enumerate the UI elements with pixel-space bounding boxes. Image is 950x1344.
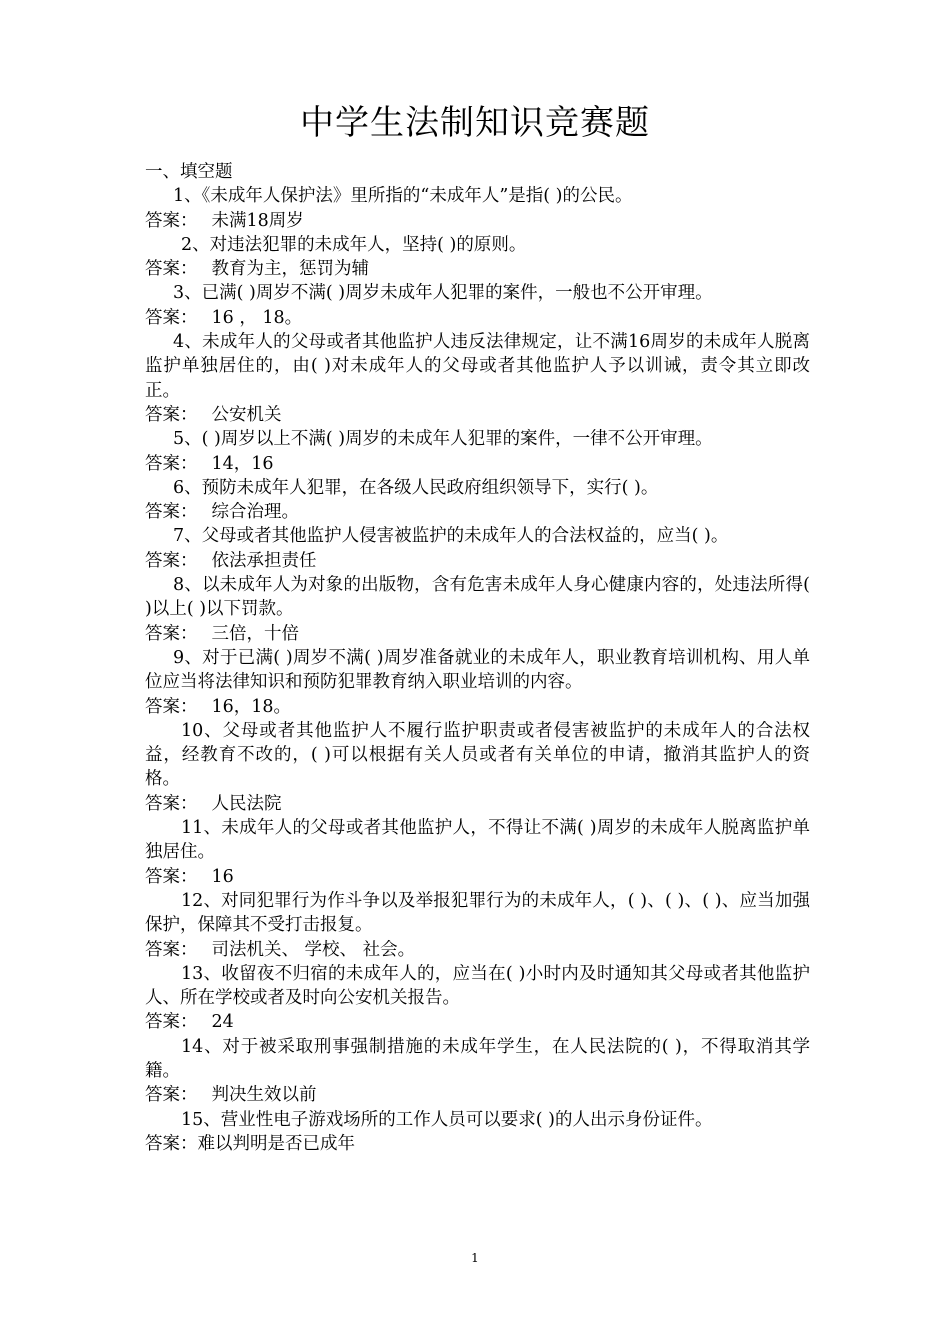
answer-9 (145, 695, 810, 719)
answer-3 (145, 306, 810, 330)
question-8: 8、以未成年人为对象的出版物，含有危害未成年人身心健康内容的，处违法所得( )以上( )以下罚款。 (145, 575, 810, 620)
section-heading: 一、填空题 (145, 162, 233, 182)
question-9: 9、对于已满( )周岁不满( )周岁准备就业的未成年人，职业教育培训机构、用人单位应当将法律知识和预防犯罪教育纳入职业培训的内容。 (145, 647, 810, 693)
answer-label: 答案： (145, 307, 198, 328)
question-15: 15、营业性电子游戏场所的工作人员可以要求( )的人出示身份证件。 (181, 1109, 713, 1130)
answer-label: 答案： (145, 696, 198, 717)
answer-6 (145, 500, 810, 524)
answer-label: 答案： (145, 453, 198, 474)
answer-value: 14，16 (211, 453, 274, 474)
answer-label: 答案： (145, 1133, 198, 1154)
answer-value: 24 (211, 1012, 234, 1033)
answer-1 (145, 209, 810, 233)
answer-value: 难以判明是否已成年 (197, 1133, 355, 1154)
answer-12 (145, 938, 810, 962)
answer-value: 综合治理。 (211, 502, 299, 523)
question-3: 3、已满( )周岁不满( )周岁未成年人犯罪的案件，一般也不公开审理。 (173, 283, 713, 304)
answer-label: 答案： (145, 623, 198, 644)
question-2: 2、对违法犯罪的未成年人，坚持( )的原则。 (181, 234, 527, 255)
answer-15 (145, 1132, 810, 1156)
answer-13 (145, 1010, 810, 1034)
answer-label: 答案： (145, 793, 198, 814)
answer-label: 答案： (145, 939, 198, 960)
question-12: 12、对同犯罪行为作斗争以及举报犯罪行为的未成年人，( )、( )、( )、应当加强保护，保障其不受打击报复。 (145, 890, 810, 936)
question-1: 1、《未成年人保护法》里所指的“未成年人”是指( )的公民。 (173, 186, 633, 207)
page-title: 中学生法制知识竞赛题 (300, 103, 650, 143)
answer-2 (145, 257, 810, 281)
question-7: 7、父母或者其他监护人侵害被监护的未成年人的合法权益的，应当( )。 (173, 526, 729, 547)
answer-14 (145, 1083, 810, 1107)
answer-label: 答案： (145, 1012, 198, 1033)
answer-label: 答案： (145, 550, 198, 571)
page-number: 1 (471, 1251, 479, 1265)
question-6: 6、预防未成年人犯罪，在各级人民政府组织领导下，实行( )。 (173, 477, 659, 498)
answer-label: 答案： (145, 866, 198, 887)
answer-11 (145, 865, 810, 889)
question-4: 4、未成年人的父母或者其他监护人违反法律规定，让不满16周岁的未成年人脱离监护单独居住的，由( )对未成年人的父母或者其他监护人予以训诫，责令其立即改正。 (145, 332, 810, 401)
answer-value: 未满18周岁 (211, 210, 304, 231)
answer-label: 答案： (145, 1085, 198, 1106)
answer-8 (145, 622, 810, 646)
answer-value: 人民法院 (211, 793, 282, 814)
document-body (145, 160, 810, 1156)
answer-value: 16，18。 (211, 696, 292, 717)
answer-7 (145, 549, 810, 573)
question-11: 11、未成年人的父母或者其他监护人，不得让不满( )周岁的未成年人脱离监护单独居住。 (145, 818, 810, 863)
answer-value: 判决生效以前 (211, 1085, 317, 1106)
answer-label: 答案： (145, 502, 198, 523)
answer-value: 教育为主，惩罚为辅 (211, 259, 369, 280)
answer-value: 依法承担责任 (211, 550, 317, 571)
answer-value: 司法机关、 学校、 社会。 (211, 939, 416, 960)
question-10: 10、父母或者其他监护人不履行监护职责或者侵害被监护的未成年人的合法权益，经教育不改的，( )可以根据有关人员或者有关单位的申请，撤消其监护人的资格。 (145, 720, 810, 790)
answer-10 (145, 792, 810, 816)
question-14: 14、对于被采取刑事强制措施的未成年学生，在人民法院的( )，不得取消其学籍。 (145, 1036, 810, 1081)
answer-value: 公安机关 (211, 404, 282, 425)
answer-value: 16 ， 18。 (211, 307, 303, 328)
answer-4 (145, 403, 810, 427)
answer-value: 16 (211, 866, 234, 887)
answer-label: 答案： (145, 210, 198, 231)
answer-label: 答案： (145, 404, 198, 425)
answer-label: 答案： (145, 259, 198, 280)
question-5: 5、( )周岁以上不满( )周岁的未成年人犯罪的案件，一律不公开审理。 (173, 429, 713, 450)
answer-value: 三倍，十倍 (211, 623, 299, 644)
question-13: 13、收留夜不归宿的未成年人的，应当在( )小时内及时通知其父母或者其他监护人、所在学校或者及时向公安机关报告。 (145, 963, 810, 1009)
answer-5 (145, 452, 810, 476)
